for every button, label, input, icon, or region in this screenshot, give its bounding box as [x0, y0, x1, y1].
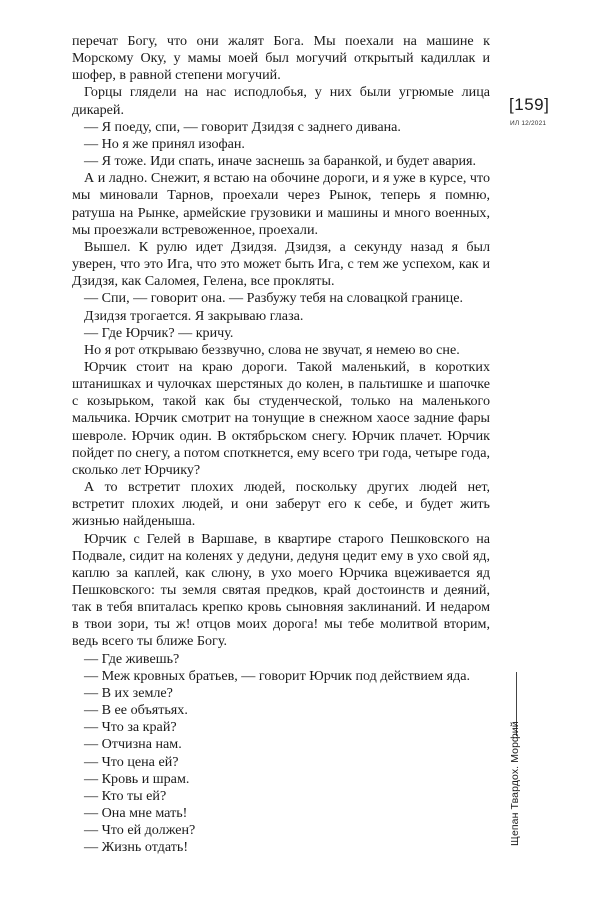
dialog-line: — Жизнь отдать!	[84, 839, 189, 856]
page-number-value: 159	[514, 95, 545, 114]
paragraph: Юрчик стоит на краю дороги. Такой маленький, в коротких штанишках и чулочках шерстяных до колен, в пальтишке и шапочке с козырьком, такой как бы студенческой, только на маленького мальчика. Юрчик смотрит на тонущие в снежном хаосе задние фары шевроле. Юрчик один. В октябрьском снегу. Юрчик плачет. Юрчик пойдет по снегу, а потом споткнется, ему всего три года, четыре года, сколько лет Юрчику?	[72, 358, 490, 478]
dialog-line: — Где Юрчик? — кричу.	[84, 324, 234, 341]
dialog-line: — Я поеду, спи, — говорит Дзидзя с заднего дивана.	[84, 118, 401, 135]
dialog-line: — Отчизна нам.	[84, 736, 182, 753]
dialog-line: — В их земле?	[84, 684, 173, 701]
dialog-line: — Я тоже. Иди спать, иначе заснешь за баранкой, и будет авария.	[84, 153, 477, 170]
page-number-bracket-close: ]	[544, 95, 550, 114]
dialog-line: — Кровь и шрам.	[84, 770, 190, 787]
paragraph: перечат Богу, что они жалят Бога. Мы поехали на машине к Морскому Оку, у мамы моей был могучий открытый кадиллак и шофер, в равной степени могучий.	[72, 33, 490, 84]
dialog-line: — Где живешь?	[84, 650, 180, 667]
dialog-line: — Что цена ей?	[84, 753, 179, 770]
dialog-line: — Но я же принял изофан.	[84, 135, 245, 152]
paragraph: А и ладно. Снежит, я встаю на обочине дороги, и я уже в курсе, что мы миновали Тарнов, проехали через Рынок, теперь я помню, ратуша на Рынке, армейские грузовики и машины и много военных, мы проезжали встревоженное, проехали.	[72, 170, 490, 238]
dialog-line: — Что за край?	[84, 719, 177, 736]
dialog-line: — Меж кровных братьев, — говорит Юрчик под действием яда.	[84, 667, 471, 684]
paragraph: Дзидзя трогается. Я закрываю глаза.	[84, 307, 304, 324]
paragraph: Но я рот открываю беззвучно, слова не звучат, я немею во сне.	[84, 341, 460, 358]
main-text-column	[72, 33, 490, 857]
paragraph: Юрчик с Гелей в Варшаве, в квартире старого Пешковского на Подвале, сидит на коленях у дедуни, дедуня цедит ему в ухо свой яд, каплю за каплей, как слюну, в ухо моего Юрчика вцеживается яд Пешковского: ты земля святая предков, край достоинств и деяний, так в тебя впиталась крепко кровь сыновняя заклинаний. И недаром в твои зори, ты ж! отцов моих дорога! мы тебе молитвой вторим, ведь всего ты ближе Богу.	[72, 530, 490, 650]
paragraph: Вышел. К рулю идет Дзидзя. Дзидзя, а секунду назад я был уверен, что это Ига, что это может быть Ига, с тем же успехом, как и Дзидзя, как Саломея, Гелена, все прокляты.	[72, 238, 490, 290]
page-number	[509, 95, 549, 115]
dialog-line: — Спи, — говорит она. — Разбужу тебя на словацкой границе.	[84, 290, 463, 307]
running-title: Щепан Твардох. Морфий	[509, 721, 521, 846]
dialog-line: — Что ей должен?	[84, 822, 196, 839]
paragraph: Горцы глядели на нас исподлобья, у них были угрюмые лица дикарей.	[72, 84, 490, 118]
page-number-bracket-open: [	[509, 95, 515, 114]
dialog-line: — Она мне мать!	[84, 805, 188, 822]
dialog-line: — В ее объятьях.	[84, 702, 188, 719]
issue-label: ИЛ 12/2021	[510, 120, 547, 127]
paragraph: А то встретит плохих людей, поскольку других людей нет, встретит плохих людей, и они заберут его к себе, и будет жить жизнью найденыша.	[72, 479, 490, 530]
dialog-line: — Кто ты ей?	[84, 787, 167, 804]
